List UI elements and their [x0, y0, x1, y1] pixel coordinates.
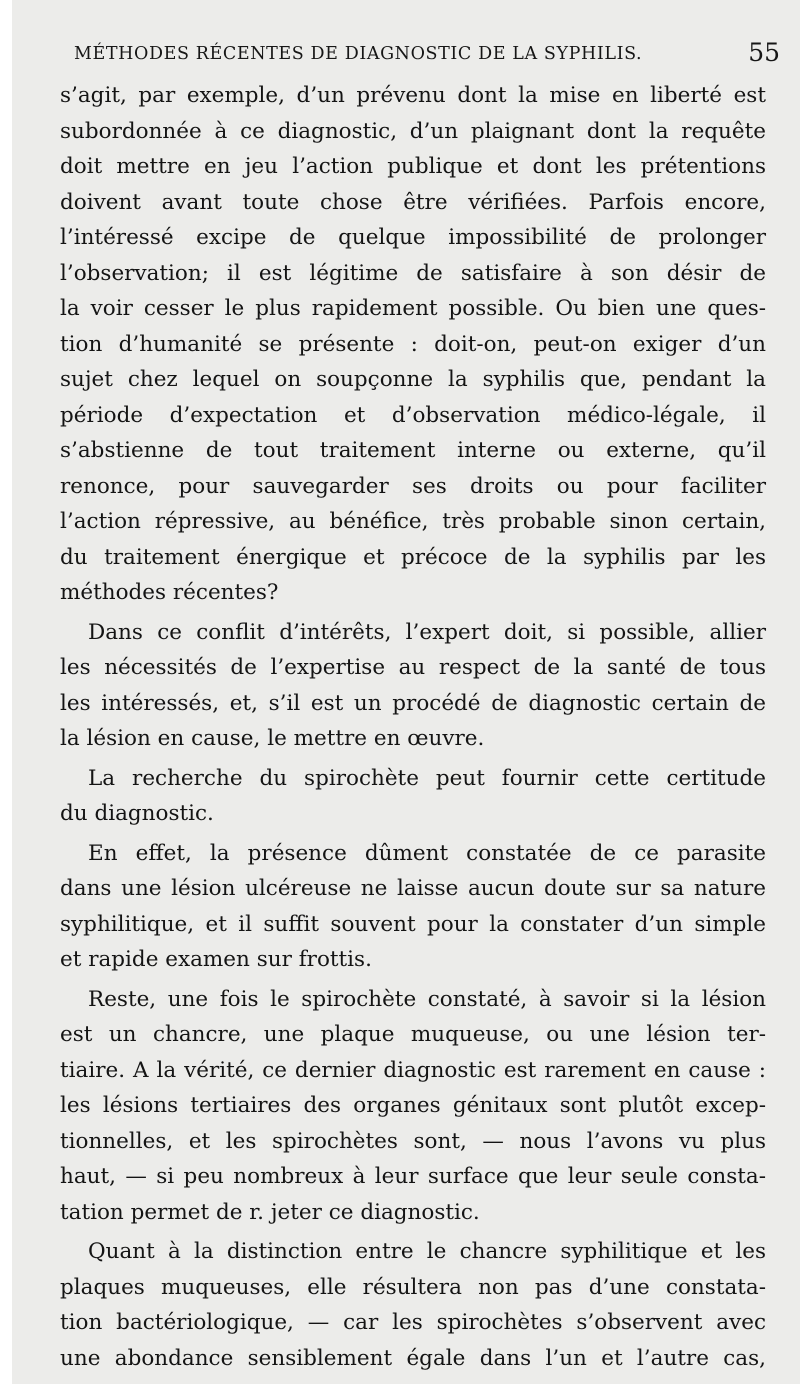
- text-line: tion d’humanité se présente : doit-on, peut-on exiger d’un: [60, 331, 766, 357]
- text-line: les lésions tertiaires des organes génitaux sont plutôt excep-: [60, 1093, 766, 1118]
- text-line: l’action répressive, au bénéfice, très probable sinon certain,: [60, 509, 766, 534]
- text-line: Quant à la distinction entre le chancre syphilitique et les: [88, 1239, 766, 1264]
- text-line: doit mettre en jeu l’action publique et dont les prétentions: [60, 154, 766, 179]
- paragraph-2: [60, 615, 766, 757]
- text-line: la lésion en cause, le mettre en œuvre.: [60, 726, 485, 751]
- text-line: s’abstienne de tout traitement interne ou externe, qu’il: [60, 438, 766, 463]
- text-line: syphilitique, et il suffit souvent pour la constater d’un simple: [60, 911, 766, 937]
- paragraph-5: [60, 982, 766, 1231]
- page-header: [60, 36, 780, 72]
- text-line: la voir cesser le plus rapidement possible. Ou bien une ques-: [60, 296, 766, 321]
- paragraph-1: [60, 78, 766, 611]
- text-line: est un chancre, une plaque muqueuse, ou une lésion ter-: [60, 1022, 766, 1047]
- text-line: sujet chez lequel on soupçonne la syphilis que, pendant la: [60, 367, 766, 392]
- text-line: dans une lésion ulcéreuse ne laisse aucun doute sur sa nature: [60, 876, 766, 901]
- text-line: doivent avant toute chose être vérifiées. Parfois encore,: [60, 189, 766, 215]
- text-line: méthodes récentes?: [60, 580, 279, 605]
- text-line: En effet, la présence dûment constatée de ce parasite: [88, 840, 766, 866]
- running-title: MÉTHODES RÉCENTES DE DIAGNOSTIC DE LA SYPHILIS.: [74, 44, 643, 64]
- text-line: tiaire. A la vérité, ce dernier diagnostic est rarement en cause :: [60, 1057, 766, 1083]
- page-number: 55: [748, 38, 780, 67]
- text-line: Reste, une fois le spirochète constaté, à savoir si la lésion: [88, 986, 766, 1012]
- text-line: plaques muqueuses, elle résultera non pas d’une constata-: [60, 1274, 766, 1300]
- book-page: [12, 0, 800, 1384]
- text-line: les nécessités de l’expertise au respect de la santé de tous: [60, 655, 766, 680]
- text-line: renonce, pour sauvegarder ses droits ou pour faciliter: [60, 473, 766, 499]
- text-line: haut, — si peu nombreux à leur surface que leur seule consta-: [60, 1164, 766, 1189]
- text-line: les intéressés, et, s’il est un procédé de diagnostic certain de: [60, 690, 766, 716]
- text-line: subordonnée à ce diagnostic, d’un plaignant dont la requête: [60, 118, 766, 144]
- body-text: [60, 78, 766, 1376]
- text-line: du traitement énergique et précoce de la syphilis par les: [60, 544, 766, 570]
- text-line: tion bactériologique, — car les spirochètes s’observent avec: [60, 1310, 766, 1335]
- text-line: période d’expectation et d’observation médico-légale, il: [60, 402, 766, 428]
- text-line: La recherche du spirochète peut fournir cette certitude: [88, 765, 766, 791]
- paragraph-4: [60, 836, 766, 978]
- text-line: l’intéressé excipe de quelque impossibilité de prolonger: [60, 225, 766, 250]
- paragraph-3: [60, 761, 766, 832]
- page-left-margin: [0, 0, 12, 1384]
- text-line: Dans ce conflit d’intérêts, l’expert doit, si possible, allier: [88, 619, 766, 645]
- text-line: du diagnostic.: [60, 801, 214, 826]
- text-line: tionnelles, et les spirochètes sont, — nous l’avons vu plus: [60, 1128, 766, 1154]
- text-line: une abondance sensiblement égale dans l’un et l’autre cas,: [60, 1345, 766, 1371]
- text-line: tation permet de r. jeter ce diagnostic.: [60, 1199, 480, 1225]
- paragraph-6: [60, 1234, 766, 1376]
- text-line: l’observation; il est légitime de satisfaire à son désir de: [60, 260, 766, 286]
- text-line: s’agit, par exemple, d’un prévenu dont la mise en liberté est: [60, 83, 766, 108]
- text-line: et rapide examen sur frottis.: [60, 947, 372, 972]
